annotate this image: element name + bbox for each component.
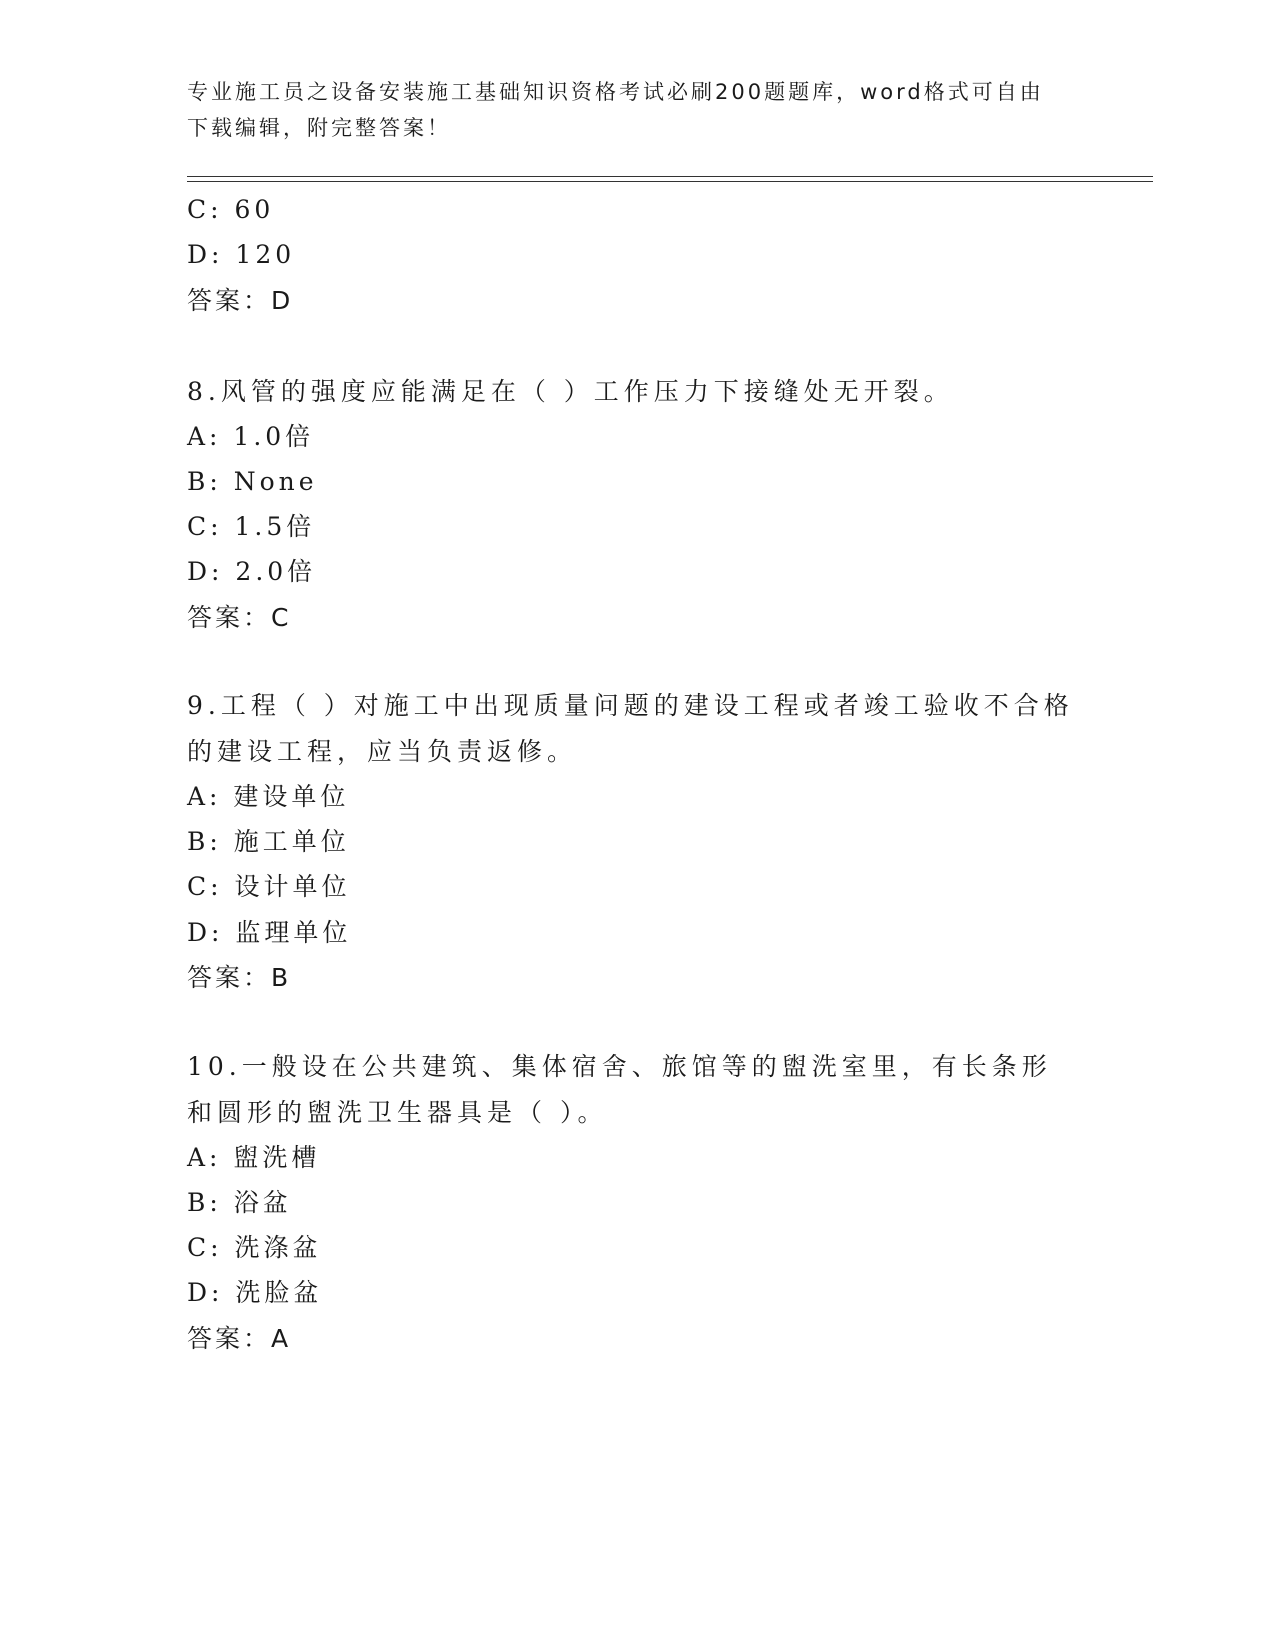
option-c: C: 设计单位 [187,872,351,901]
option-d: D: 120 [187,240,296,269]
option-a: A: 1.0倍 [187,422,315,451]
answer: 答案：A [187,1324,292,1353]
document-header: 专业施工员之设备安装施工基础知识资格考试必刷200题题库，word格式可自由下载编辑，附完整答案！ [187,80,1044,140]
option-d: D: 洗脸盆 [187,1278,323,1307]
option-d: D: 监理单位 [187,918,352,947]
question-stem: 10.一般设在公共建筑、集体宿舍、旅馆等的盥洗室里，有长条形和圆形的盥洗卫生器具是（ ）。 [187,1052,1052,1127]
answer: 答案：B [187,963,292,992]
header-divider-bottom [187,181,1153,182]
option-c: C: 洗涤盆 [187,1233,322,1262]
option-b: B: 施工单位 [187,827,350,856]
question-stem: 8.风管的强度应能满足在（ ）工作压力下接缝处无开裂。 [187,377,954,406]
option-d: D: 2.0倍 [187,557,317,586]
option-a: A: 建设单位 [187,782,350,811]
option-b: B: 浴盆 [187,1188,292,1217]
answer: 答案：D [187,286,294,315]
header-divider-top [187,176,1153,177]
option-a: A: 盥洗槽 [187,1143,321,1172]
answer: 答案：C [187,603,292,632]
option-c: C: 1.5倍 [187,512,316,541]
question-stem: 9.工程（ ）对施工中出现质量问题的建设工程或者竣工验收不合格的建设工程，应当负责返修。 [187,691,1074,766]
option-b: B: None [187,467,318,496]
option-c: C: 60 [187,195,275,224]
